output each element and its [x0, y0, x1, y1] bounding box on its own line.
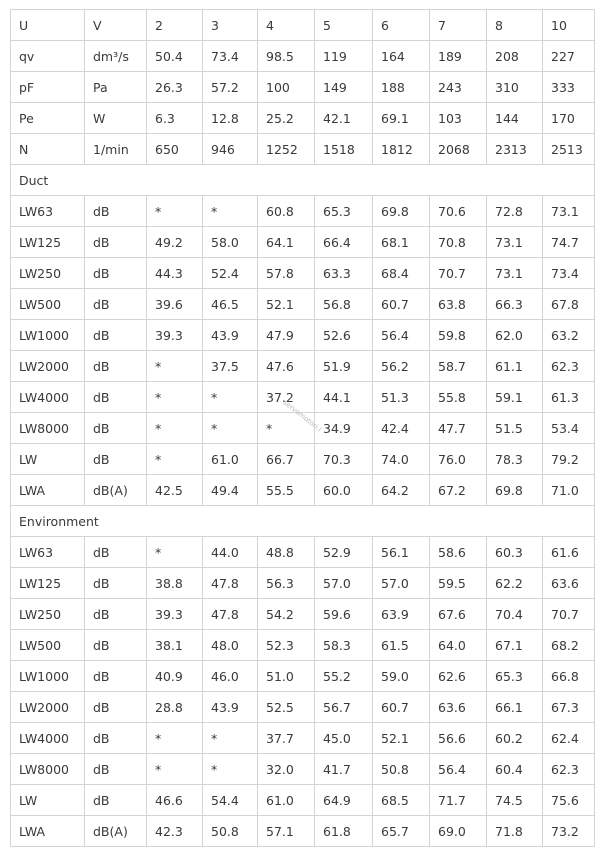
table-cell: 39.6 — [147, 289, 203, 320]
section-heading: Environment — [11, 506, 595, 537]
section-row — [11, 506, 595, 537]
table-cell: 44.1 — [315, 382, 373, 413]
table-cell: 56.2 — [373, 351, 430, 382]
table-cell: LW8000 — [11, 754, 85, 785]
watermark-text: servomotori.i — [281, 398, 323, 434]
table-cell: 73.4 — [203, 41, 258, 72]
table-cell: dB(A) — [85, 816, 147, 847]
table-cell: 49.2 — [147, 227, 203, 258]
table-cell: LWA — [11, 816, 85, 847]
table-cell: 47.6 — [258, 351, 315, 382]
table-cell: 61.0 — [203, 444, 258, 475]
table-cell: 56.7 — [315, 692, 373, 723]
table-cell: 4 — [258, 10, 315, 41]
table-cell: dB — [85, 258, 147, 289]
table-cell: 55.2 — [315, 661, 373, 692]
table-cell: 67.6 — [430, 599, 487, 630]
table-cell: 76.0 — [430, 444, 487, 475]
table-cell: 71.0 — [543, 475, 595, 506]
table-cell: 42.1 — [315, 103, 373, 134]
table-cell: 333 — [543, 72, 595, 103]
table-cell: 47.9 — [258, 320, 315, 351]
table-cell: 52.5 — [258, 692, 315, 723]
table-cell: 66.7 — [258, 444, 315, 475]
table-cell: 243 — [430, 72, 487, 103]
table-cell: 51.9 — [315, 351, 373, 382]
table-cell: dB — [85, 630, 147, 661]
table-cell: 65.3 — [487, 661, 543, 692]
table-row — [11, 475, 595, 506]
table-row — [11, 258, 595, 289]
table-cell: dB — [85, 692, 147, 723]
table-cell: * — [203, 382, 258, 413]
table-cell: Pe — [11, 103, 85, 134]
table-cell: 227 — [543, 41, 595, 72]
table-cell: 70.4 — [487, 599, 543, 630]
table-cell: 49.4 — [203, 475, 258, 506]
table-cell: 2313 — [487, 134, 543, 165]
table-cell: 54.4 — [203, 785, 258, 816]
spec-table-container — [10, 9, 594, 847]
table-cell: 5 — [315, 10, 373, 41]
table-cell: 54.2 — [258, 599, 315, 630]
table-cell: 58.7 — [430, 351, 487, 382]
table-cell: 57.0 — [315, 568, 373, 599]
table-cell: 63.8 — [430, 289, 487, 320]
table-cell: 40.9 — [147, 661, 203, 692]
table-cell: 144 — [487, 103, 543, 134]
table-row — [11, 134, 595, 165]
table-row — [11, 692, 595, 723]
table-cell: 61.5 — [373, 630, 430, 661]
table-cell: 55.8 — [430, 382, 487, 413]
table-cell: 74.5 — [487, 785, 543, 816]
table-cell: 63.6 — [543, 568, 595, 599]
table-cell: 53.4 — [543, 413, 595, 444]
table-cell: dm³/s — [85, 41, 147, 72]
table-cell: 42.3 — [147, 816, 203, 847]
table-cell: 50.4 — [147, 41, 203, 72]
table-row — [11, 599, 595, 630]
table-cell: 45.0 — [315, 723, 373, 754]
table-cell: * — [147, 382, 203, 413]
table-cell: dB — [85, 413, 147, 444]
table-cell: 57.8 — [258, 258, 315, 289]
table-cell: LW500 — [11, 630, 85, 661]
table-cell: 66.8 — [543, 661, 595, 692]
table-cell: 62.3 — [543, 351, 595, 382]
table-cell: dB — [85, 785, 147, 816]
table-cell: 8 — [487, 10, 543, 41]
table-cell: LW63 — [11, 196, 85, 227]
table-cell: 6.3 — [147, 103, 203, 134]
table-cell: 37.5 — [203, 351, 258, 382]
table-cell: LWA — [11, 475, 85, 506]
table-body — [11, 10, 595, 847]
table-cell: 46.5 — [203, 289, 258, 320]
table-cell: 170 — [543, 103, 595, 134]
table-cell: 68.2 — [543, 630, 595, 661]
table-cell: dB — [85, 351, 147, 382]
table-cell: 119 — [315, 41, 373, 72]
table-cell: 70.7 — [430, 258, 487, 289]
table-row — [11, 289, 595, 320]
table-cell: * — [203, 723, 258, 754]
table-cell: qv — [11, 41, 85, 72]
table-cell: 98.5 — [258, 41, 315, 72]
table-cell: dB — [85, 382, 147, 413]
table-cell: 63.9 — [373, 599, 430, 630]
table-cell: 56.6 — [430, 723, 487, 754]
table-cell: 62.3 — [543, 754, 595, 785]
table-cell: * — [203, 413, 258, 444]
table-cell: 48.0 — [203, 630, 258, 661]
table-cell: Pa — [85, 72, 147, 103]
table-cell: 34.9 — [315, 413, 373, 444]
table-cell: LW63 — [11, 537, 85, 568]
table-cell: LW2000 — [11, 692, 85, 723]
table-cell: 78.3 — [487, 444, 543, 475]
table-cell: dB — [85, 320, 147, 351]
table-cell: U — [11, 10, 85, 41]
table-cell: 46.0 — [203, 661, 258, 692]
table-cell: 60.3 — [487, 537, 543, 568]
table-cell: 38.8 — [147, 568, 203, 599]
table-cell: dB — [85, 723, 147, 754]
table-cell: LW250 — [11, 258, 85, 289]
table-cell: 41.7 — [315, 754, 373, 785]
table-cell: 37.7 — [258, 723, 315, 754]
table-cell: 60.4 — [487, 754, 543, 785]
table-cell: LW250 — [11, 599, 85, 630]
table-cell: 56.3 — [258, 568, 315, 599]
table-cell: LW125 — [11, 568, 85, 599]
table-cell: 63.3 — [315, 258, 373, 289]
table-cell: LW500 — [11, 289, 85, 320]
table-cell: 64.0 — [430, 630, 487, 661]
table-cell: 59.6 — [315, 599, 373, 630]
table-cell: dB(A) — [85, 475, 147, 506]
table-cell: 1252 — [258, 134, 315, 165]
table-cell: LW — [11, 444, 85, 475]
table-cell: 66.4 — [315, 227, 373, 258]
table-cell: 68.5 — [373, 785, 430, 816]
table-cell: dB — [85, 661, 147, 692]
table-cell: 26.3 — [147, 72, 203, 103]
table-cell: 52.9 — [315, 537, 373, 568]
table-cell: 52.4 — [203, 258, 258, 289]
table-cell: 6 — [373, 10, 430, 41]
table-cell: * — [147, 537, 203, 568]
table-cell: * — [147, 754, 203, 785]
table-row — [11, 382, 595, 413]
table-cell: 69.8 — [487, 475, 543, 506]
table-cell: 10 — [543, 10, 595, 41]
table-cell: N — [11, 134, 85, 165]
table-cell: 62.6 — [430, 661, 487, 692]
table-cell: 69.1 — [373, 103, 430, 134]
table-cell: 73.2 — [543, 816, 595, 847]
table-cell: 37.2 — [258, 382, 315, 413]
table-row — [11, 227, 595, 258]
table-cell: 63.6 — [430, 692, 487, 723]
table-cell: 74.7 — [543, 227, 595, 258]
table-cell: 70.3 — [315, 444, 373, 475]
table-cell: 61.8 — [315, 816, 373, 847]
table-cell: 57.2 — [203, 72, 258, 103]
table-cell: 64.2 — [373, 475, 430, 506]
table-cell: 55.5 — [258, 475, 315, 506]
table-row — [11, 537, 595, 568]
table-cell: 70.6 — [430, 196, 487, 227]
table-cell: 63.2 — [543, 320, 595, 351]
table-row — [11, 103, 595, 134]
table-cell: 50.8 — [373, 754, 430, 785]
table-cell: 44.3 — [147, 258, 203, 289]
table-cell: 56.1 — [373, 537, 430, 568]
table-cell: LW1000 — [11, 661, 85, 692]
table-cell: dB — [85, 537, 147, 568]
table-cell: 65.7 — [373, 816, 430, 847]
table-cell: 56.4 — [430, 754, 487, 785]
table-cell: dB — [85, 599, 147, 630]
table-cell: LW — [11, 785, 85, 816]
table-cell: 59.0 — [373, 661, 430, 692]
table-cell: 2 — [147, 10, 203, 41]
table-cell: 52.1 — [373, 723, 430, 754]
table-cell: 39.3 — [147, 320, 203, 351]
table-cell: * — [147, 444, 203, 475]
table-cell: 43.9 — [203, 320, 258, 351]
table-cell: 59.8 — [430, 320, 487, 351]
table-row — [11, 568, 595, 599]
table-cell: 47.8 — [203, 568, 258, 599]
table-cell: 64.1 — [258, 227, 315, 258]
table-cell: 58.6 — [430, 537, 487, 568]
table-cell: 46.6 — [147, 785, 203, 816]
table-cell: 650 — [147, 134, 203, 165]
table-cell: LW2000 — [11, 351, 85, 382]
table-cell: 47.7 — [430, 413, 487, 444]
table-cell: * — [147, 413, 203, 444]
section-row — [11, 165, 595, 196]
table-cell: 1/min — [85, 134, 147, 165]
table-row — [11, 320, 595, 351]
table-row — [11, 754, 595, 785]
table-cell: 60.8 — [258, 196, 315, 227]
table-cell: 208 — [487, 41, 543, 72]
table-cell: LW125 — [11, 227, 85, 258]
table-cell: 57.0 — [373, 568, 430, 599]
table-cell: 42.4 — [373, 413, 430, 444]
table-cell: 69.8 — [373, 196, 430, 227]
table-cell: 44.0 — [203, 537, 258, 568]
table-cell: 73.4 — [543, 258, 595, 289]
table-cell: pF — [11, 72, 85, 103]
table-cell: dB — [85, 754, 147, 785]
table-cell: 67.3 — [543, 692, 595, 723]
table-row — [11, 72, 595, 103]
table-cell: 72.8 — [487, 196, 543, 227]
table-cell: 188 — [373, 72, 430, 103]
table-cell: 62.4 — [543, 723, 595, 754]
table-cell: dB — [85, 289, 147, 320]
table-cell: 7 — [430, 10, 487, 41]
table-cell: 946 — [203, 134, 258, 165]
fan-performance-table — [10, 9, 595, 847]
table-cell: 61.6 — [543, 537, 595, 568]
table-cell: 39.3 — [147, 599, 203, 630]
table-cell: 51.3 — [373, 382, 430, 413]
table-cell: 52.1 — [258, 289, 315, 320]
table-cell: 67.8 — [543, 289, 595, 320]
table-row — [11, 661, 595, 692]
section-heading: Duct — [11, 165, 595, 196]
table-cell: 42.5 — [147, 475, 203, 506]
table-cell: 103 — [430, 103, 487, 134]
table-cell: dB — [85, 227, 147, 258]
table-cell: 66.3 — [487, 289, 543, 320]
table-cell: * — [147, 196, 203, 227]
table-cell: 61.1 — [487, 351, 543, 382]
table-cell: 60.0 — [315, 475, 373, 506]
table-cell: 62.0 — [487, 320, 543, 351]
table-cell: 69.0 — [430, 816, 487, 847]
table-cell: 73.1 — [487, 227, 543, 258]
table-cell: 70.7 — [543, 599, 595, 630]
table-cell: 149 — [315, 72, 373, 103]
table-cell: 47.8 — [203, 599, 258, 630]
table-cell: * — [258, 413, 315, 444]
table-cell: 57.1 — [258, 816, 315, 847]
table-cell: 79.2 — [543, 444, 595, 475]
table-cell: 100 — [258, 72, 315, 103]
table-cell: 68.1 — [373, 227, 430, 258]
table-cell: 32.0 — [258, 754, 315, 785]
table-cell: 48.8 — [258, 537, 315, 568]
table-cell: 189 — [430, 41, 487, 72]
table-cell: LW4000 — [11, 382, 85, 413]
table-row — [11, 630, 595, 661]
table-cell: 60.7 — [373, 289, 430, 320]
table-cell: 71.7 — [430, 785, 487, 816]
table-cell: 66.1 — [487, 692, 543, 723]
table-cell: 38.1 — [147, 630, 203, 661]
table-cell: * — [203, 196, 258, 227]
table-cell: 52.6 — [315, 320, 373, 351]
table-cell: LW8000 — [11, 413, 85, 444]
table-cell: * — [147, 723, 203, 754]
table-cell: 25.2 — [258, 103, 315, 134]
table-cell: dB — [85, 568, 147, 599]
table-cell: 50.8 — [203, 816, 258, 847]
table-cell: V — [85, 10, 147, 41]
table-cell: 1812 — [373, 134, 430, 165]
table-cell: 43.9 — [203, 692, 258, 723]
table-cell: 71.8 — [487, 816, 543, 847]
table-cell: 65.3 — [315, 196, 373, 227]
table-cell: 2513 — [543, 134, 595, 165]
table-cell: 67.2 — [430, 475, 487, 506]
table-cell: dB — [85, 444, 147, 475]
table-cell: 74.0 — [373, 444, 430, 475]
table-cell: 62.2 — [487, 568, 543, 599]
table-cell: 12.8 — [203, 103, 258, 134]
table-cell: 164 — [373, 41, 430, 72]
table-row — [11, 785, 595, 816]
table-cell: 58.0 — [203, 227, 258, 258]
table-cell: 2068 — [430, 134, 487, 165]
table-row — [11, 723, 595, 754]
table-cell: 3 — [203, 10, 258, 41]
table-row — [11, 444, 595, 475]
table-header-row — [11, 10, 595, 41]
table-cell: 52.3 — [258, 630, 315, 661]
table-cell: 67.1 — [487, 630, 543, 661]
table-cell: 73.1 — [487, 258, 543, 289]
table-row — [11, 816, 595, 847]
table-cell: 61.3 — [543, 382, 595, 413]
table-cell: LW1000 — [11, 320, 85, 351]
table-cell: * — [203, 754, 258, 785]
table-cell: 60.7 — [373, 692, 430, 723]
table-cell: 1518 — [315, 134, 373, 165]
table-cell: 56.8 — [315, 289, 373, 320]
table-cell: 68.4 — [373, 258, 430, 289]
table-cell: 28.8 — [147, 692, 203, 723]
table-cell: 56.4 — [373, 320, 430, 351]
table-cell: dB — [85, 196, 147, 227]
table-cell: 64.9 — [315, 785, 373, 816]
table-row — [11, 41, 595, 72]
table-cell: 51.0 — [258, 661, 315, 692]
table-cell: 73.1 — [543, 196, 595, 227]
table-cell: 61.0 — [258, 785, 315, 816]
table-cell: 51.5 — [487, 413, 543, 444]
table-cell: 75.6 — [543, 785, 595, 816]
table-cell: 59.5 — [430, 568, 487, 599]
table-cell: 59.1 — [487, 382, 543, 413]
table-cell: 70.8 — [430, 227, 487, 258]
table-cell: 310 — [487, 72, 543, 103]
table-row — [11, 351, 595, 382]
table-cell: 60.2 — [487, 723, 543, 754]
table-row — [11, 196, 595, 227]
table-cell: 58.3 — [315, 630, 373, 661]
table-cell: LW4000 — [11, 723, 85, 754]
table-cell: W — [85, 103, 147, 134]
table-cell: * — [147, 351, 203, 382]
